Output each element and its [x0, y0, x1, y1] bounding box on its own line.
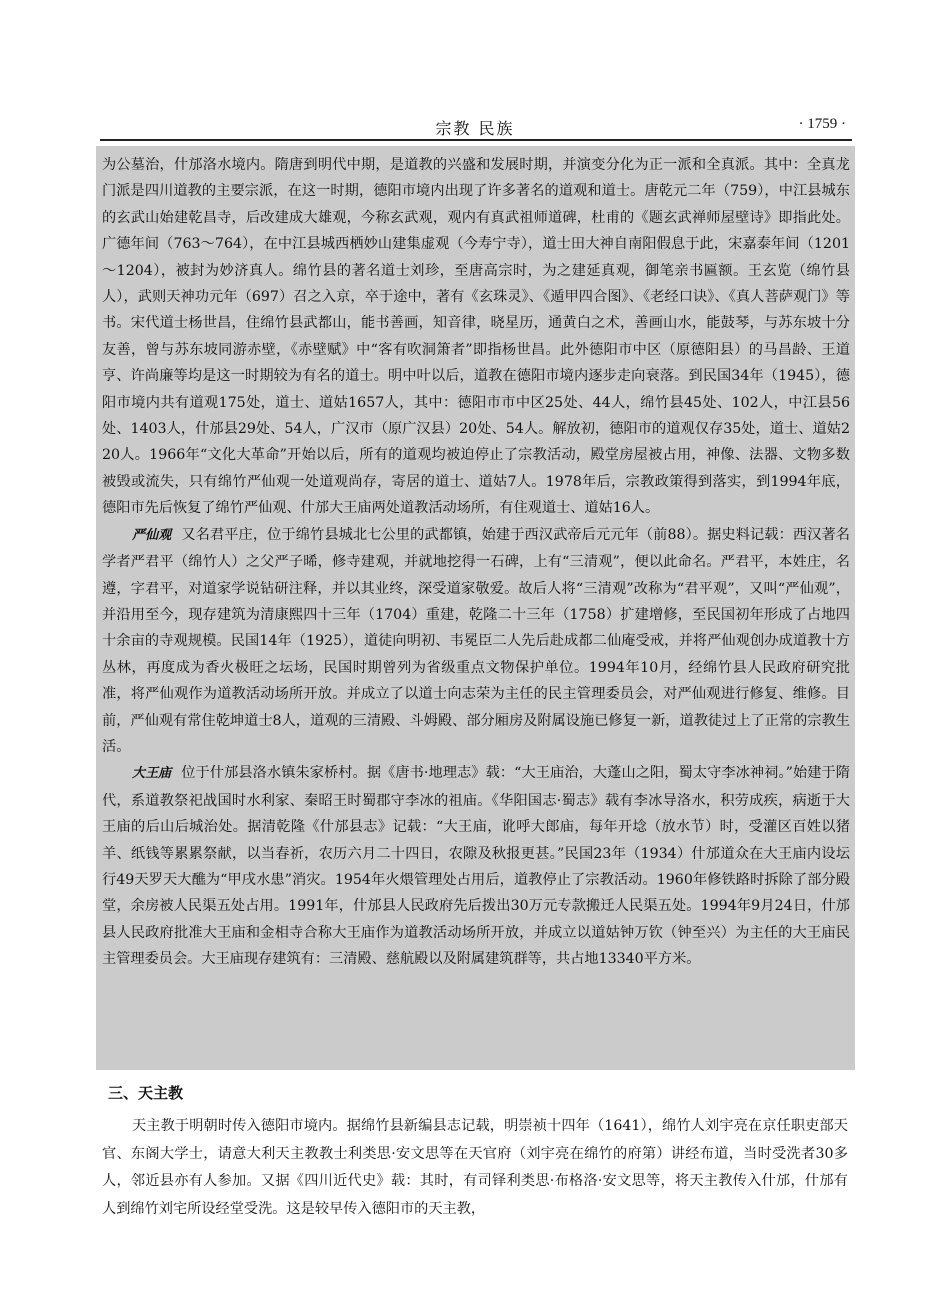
header-rule [100, 139, 852, 141]
page-header [100, 112, 850, 140]
section-heading: 三、天主教 [108, 1084, 184, 1102]
highlighted-text-block [96, 146, 855, 1070]
running-title: 宗教 民族 [435, 119, 515, 138]
catholic-paragraph: 天主教于明朝时传入德阳市境内。据绵竹县新编县志记载，明崇祯十四年（1641），绵竹人刘宇亮在京任职吏部天官、东阁大学士，请意大利天主教教士利类思·安文思等在天官府（刘宇亮在绵竹的府第）讲经布道，当时受洗者30多人，邻近县亦有人参加。又据《四川近代史》载：其时，有司铎利类思·布格洛·安文思等，将天主教传入什邡，什邡有人到绵竹刘宅所设经堂受洗。这是较早传入德阳市的天主教， [102, 1118, 848, 1217]
highlighted-text-content [102, 152, 850, 973]
yanxian-heading: 严仙观 [132, 527, 172, 543]
intro-paragraph: 为公墓治，什邡洛水境内。隋唐到明代中期，是道教的兴盛和发展时期，并演变分化为正一派和全真派。其中：全真龙门派是四川道教的主要宗派，在这一时期，德阳市境内出现了许多著名的道观和道士。唐乾元二年（759），中江县城东的玄武山始建乾昌寺，后改建成大雄观，今称玄武观，观内有真武祖师道碑，杜甫的《题玄武禅师屋壁诗》即指此处。广德年间（763～764），在中江县城西栖妙山建集虚观（今寿宁寺），道士田大神自南阳假息于此，宋嘉泰年间（1201～1204），被封为妙济真人。绵竹县的著名道士刘珍，至唐高宗时，为之建延真观，御笔亲书匾额。王玄览（绵竹县人），武则天神功元年（697）召之入京，卒于途中，著有《玄珠灵》、《遁甲四合图》、《老经口诀》、《真人菩萨观门》等书。宋代道士杨世昌，住绵竹县武都山，能书善画，知音律，晓星历，通黄白之术，善画山水，能鼓琴，与苏东坡十分友善，曾与苏东坡同游赤壁，《赤壁赋》中“客有吹洞箫者”即指杨世昌。此外德阳市中区（原德阳县）的马昌龄、王道亨、许尚廉等均是这一时期较为有名的道士。明中叶以后，道教在德阳市境内逐步走向衰落。到民国34年（1945），德阳市境内共有道观175处，道士、道姑1657人，其中：德阳市市中区25处、44人，绵竹县45处、102人，中江县56处、1403人，什邡县29处、54人，广汉市（原广汉县）20处、54人。解放初，德阳市的道观仅存35处，道士、道姑220人。1966年“文化大革命”开始以后，所有的道观均被迫停止了宗教活动，殿堂房屋被占用，神像、法器、文物多数被毁或流失，只有绵竹严仙观一处道观尚存，寄居的道士、道姑7人。1978年后，宗教政策得到落实，到1994年底，德阳市先后恢复了绵竹严仙观、什邡大王庙两处道教活动场所，有住观道士、道姑16人。 [102, 157, 850, 517]
catholic-text-block [102, 1113, 848, 1223]
dawang-heading: 大王庙 [132, 766, 172, 782]
yanxian-paragraph [102, 522, 850, 761]
dawang-body: 位于什邡县洛水镇朱家桥村。据《唐书·地理志》载：“大王庙治，大蓬山之阳，蜀太守李冰神祠。”始建于隋代，系道教祭祀战国时水利家、秦昭王时蜀郡守李冰的祖庙。《华阳国志·蜀志》载有李冰导洛水，积劳成疾，病逝于大王庙的后山后城治处。据清乾隆《什邡县志》记载：“大王庙，讹呼大郎庙，每年开埝（放水节）时，受灌区百姓以猪羊、纸钱等累累祭献，以当春祈，农历六月二十四日，农隙及秋报更甚。”民国23年（1934）什邡道众在大王庙内设坛行49天罗天大醮为“甲戌水患”消灾。1954年火煨管理处占用后，道教停止了宗教活动。1960年修铁路时拆除了部分殿堂，余房被人民渠五处占用。1991年，什邡县人民政府先后拨出30万元专款搬迁人民渠五处。1994年9月24日，什邡县人民政府批准大王庙和金相寺合称大王庙作为道教活动场所开放，并成立以道姑钟万钦（钟至兴）为主任的大王庙民主管理委员会。大王庙现存建筑有：三清殿、慈航殿以及附属建筑群等，共占地13340平方米。 [102, 765, 850, 968]
dawang-paragraph [102, 760, 850, 972]
yanxian-body: 又名君平庄，位于绵竹县城北七公里的武都镇，始建于西汉武帝后元元年（前88）。据史料记载：西汉著名学者严君平（绵竹人）之父严子晞，修寺建观，并就地挖得一石碑，上有“三清观”，便以此命名。严君平，本姓庄，名遵，字君平，对道家学说钻研注释，并以其业终，深受道家敬爱。故后人将“三清观”改称为“君平观”，又叫“严仙观”，并沿用至今，现存建筑为清康熙四十三年（1704）重建，乾隆二十三年（1758）扩建增修，至民国初年形成了占地四十余亩的寺观规模。民国14年（1925），道徒向明初、韦冕臣二人先后赴成都二仙庵受戒，并将严仙观创办成道教十方丛林，再度成为香火极旺之坛场，民国时期曾列为省级重点文物保护单位。1994年10月，经绵竹县人民政府研究批准，将严仙观作为道教活动场所开放。并成立了以道士向志荣为主任的民主管理委员会，对严仙观进行修复、维修。目前，严仙观有常住乾坤道士8人，道观的三清殿、斗姆殿、部分厢房及附属设施已修复一新，道教徒过上了正常的宗教生活。 [102, 526, 850, 755]
page-number: · 1759 · [798, 116, 846, 132]
